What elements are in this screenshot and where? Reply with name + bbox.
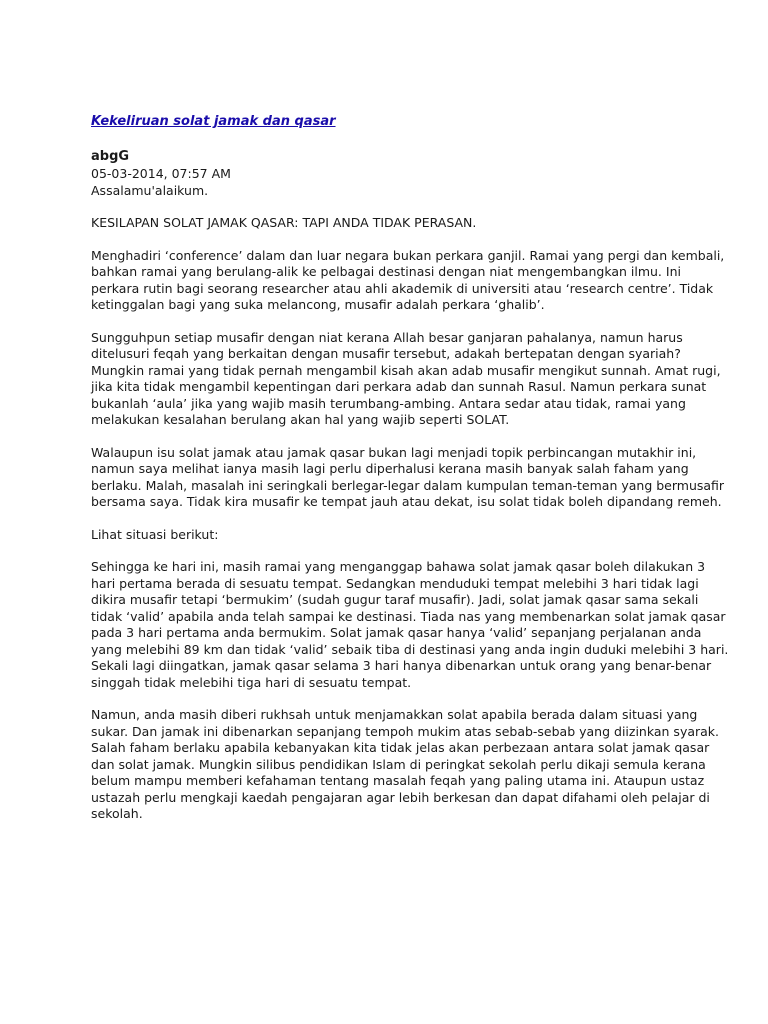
author-name: abgG (91, 149, 130, 164)
post-title-link[interactable]: Kekeliruan solat jamak dan qasar (91, 114, 336, 129)
paragraph-4: Lihat situasi berikut: (91, 526, 219, 542)
paragraph-2: Sungguhpun setiap musafir dengan niat kerana Allah besar ganjaran pahalanya, namun harus ditelusuri feqah yang berkaitan dengan musafir tersebut, adakah bertepatan dengan syariah? Mungkin ramai yang tidak pernah mengambil kisah akan adab musafir mengikut sunnah. Amat rugi, jika kita tidak mengambil kepentingan dari perkara adab dan sunnah Rasul. Namun perkara sunat bukanlah ‘aula’ jika yang wajib masih terumbang-ambing. Antara sedar atau tidak, ramai yang melakukan kesalahan berulang akan hal yang wajib seperti SOLAT. (91, 329, 721, 427)
post-heading: KESILAPAN SOLAT JAMAK QASAR: TAPI ANDA TIDAK PERASAN. (91, 215, 477, 230)
paragraph-6: Namun, anda masih diberi rukhsah untuk menjamakkan solat apabila berada dalam situasi yang sukar. Dan jamak ini dibenarkan sepanjang tempoh mukim atas sebab-sebab yang diizinkan syarak. Salah faham berlaku apabila kebanyakan kita tidak jelas akan perbezaan antara solat jamak qasar dan solat jamak. Mungkin silibus pendidikan Islam di peringkat sekolah perlu dikaji semula kerana belum mampu memberi kefahaman tentang masalah feqah yang paling utama ini. Ataupun ustaz ustazah perlu mengkaji kaedah pengajaran agar lebih berkesan dan dapat difahami oleh pelajar di sekolah. (91, 707, 720, 821)
paragraph-3: Walaupun isu solat jamak atau jamak qasar bukan lagi menjadi topik perbincangan mutakhir ini, namun saya melihat ianya masih lagi perlu diperhalusi kerana masih banyak salah faham yang berlaku. Malah, masalah ini seringkali berlegar-legar dalam kumpulan teman-teman yang bermusafir bersama saya. Tidak kira musafir ke tempat jauh atau dekat, isu solat tidak boleh dipandang remeh. (91, 444, 725, 509)
document-page (91, 110, 731, 823)
greeting-text: Assalamu'alaikum. (91, 183, 209, 198)
post-timestamp: 05-03-2014, 07:57 AM (91, 166, 231, 181)
paragraph-5: Sehingga ke hari ini, masih ramai yang menganggap bahawa solat jamak qasar boleh dilakukan 3 hari pertama berada di sesuatu tempat. Sedangkan menduduki tempat melebihi 3 hari tidak lagi dikira musafir tetapi ‘bermukim’ (sudah gugur taraf musafir). Jadi, solat jamak qasar sama sekali tidak ‘valid’ apabila anda telah sampai ke destinasi. Tiada nas yang membenarkan solat jamak qasar pada 3 hari pertama anda bermukim. Solat jamak qasar hanya ‘valid’ sepanjang perjalanan anda yang melebihi 89 km dan tidak ‘valid’ sebaik tiba di destinasi yang anda ingin duduki melebihi 3 hari. Sekali lagi diingatkan, jamak qasar selama 3 hari hanya dibenarkan untuk orang yang benar-benar singgah tidak melebihi tiga hari di sesuatu tempat. (91, 559, 729, 690)
paragraph-1: Menghadiri ‘conference’ dalam dan luar negara bukan perkara ganjil. Ramai yang pergi dan kembali, bahkan ramai yang berulang-alik ke pelbagai destinasi dengan niat mengembangkan ilmu. Ini perkara rutin bagi seorang researcher atau ahli akademik di universiti atau ‘research centre’. Tidak ketinggalan bagi yang suka melancong, musafir adalah perkara ‘ghalib’. (91, 247, 725, 312)
